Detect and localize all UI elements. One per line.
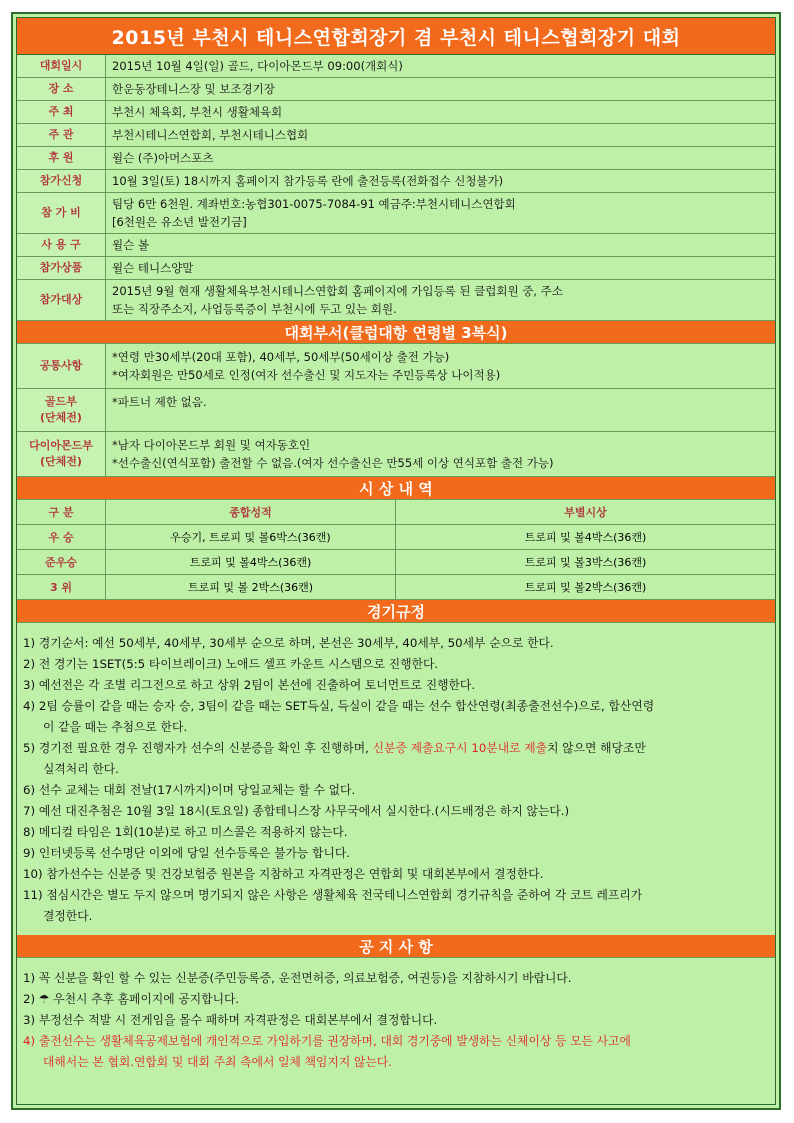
prize-division: 트로피 및 볼3박스(36캔) <box>524 556 647 569</box>
rules-section-title: 경기규정 <box>17 600 775 623</box>
info-value <box>106 170 775 192</box>
info-value <box>106 101 775 123</box>
division-row <box>17 344 775 389</box>
notice-list <box>17 958 775 1081</box>
info-label: 참 가 비 <box>17 193 106 233</box>
info-row <box>17 147 775 170</box>
info-value-line: 부천시테니스연합회, 부천시테니스협회 <box>112 128 309 142</box>
info-value-line: 윌슨 볼 <box>112 238 149 252</box>
rule-item: 11) 점심시간은 별도 두지 않으며 명기되지 않은 사항은 생활체육 전국테니스연합회 경기규칙을 준하여 각 코트 레프리가 <box>23 888 643 902</box>
division-value <box>106 389 775 431</box>
prize-header-rank: 구 분 <box>17 500 106 524</box>
prize-division: 트로피 및 볼4박스(36캔) <box>524 531 647 544</box>
info-label: 후 원 <box>17 147 106 169</box>
info-label: 장 소 <box>17 78 106 100</box>
prize-division: 트로피 및 볼2박스(36캔) <box>524 581 647 594</box>
prize-overall: 트로피 및 볼 2박스(36캔) <box>106 575 396 599</box>
prize-header-division: 부별시상 <box>564 506 607 519</box>
info-value <box>106 280 775 320</box>
prize-rank: 우 승 <box>17 525 106 549</box>
info-row <box>17 124 775 147</box>
page-title: 2015년 부천시 테니스연합회장기 겸 부천시 테니스협회장기 대회 <box>17 18 775 55</box>
rule-item: 10) 참가선수는 신분증 및 건강보험증 원본을 지참하고 자격판정은 연합회 및 대회본부에서 결정한다. <box>23 867 544 881</box>
info-label: 사 용 구 <box>17 234 106 256</box>
rule-item: 7) 예선 대진추첨은 10월 3일 18시(토요일) 종합테니스장 사무국에서 실시한다.(시드배정은 하지 않는다.) <box>23 804 570 818</box>
info-value-line: 한운동장테니스장 및 보조경기장 <box>112 82 275 96</box>
prize-rank: 준우승 <box>17 550 106 574</box>
document-frame <box>11 12 781 1110</box>
notice-item: 1) 꼭 신분을 확인 할 수 있는 신분증(주민등록증, 운전면허증, 의료보험증, 여권등)을 지참하시기 바랍니다. <box>23 971 572 985</box>
notice-item-continued: 대해서는 본 협회.연합회 및 대회 주최 측에서 일체 책임지지 않는다. <box>43 1055 392 1069</box>
info-row <box>17 193 775 234</box>
rule-item: 9) 인터넷등록 선수명단 이외에 당일 선수등록은 불가능 합니다. <box>23 846 351 860</box>
prize-header-overall: 종합성적 <box>106 500 396 524</box>
info-value <box>106 257 775 279</box>
division-row <box>17 389 775 432</box>
division-label: 공통사항 <box>17 344 106 388</box>
info-value-line: 10월 3일(토) 18시까지 홈페이지 참가등록 란에 출전등록(전화접수 신청불가) <box>112 174 504 188</box>
rule-item-continued: 결정한다. <box>43 909 93 923</box>
notice-item: 3) 부정선수 적발 시 전게임을 몰수 패하며 자격판정은 대회본부에서 결정합니다. <box>23 1013 438 1027</box>
prize-row <box>17 550 775 575</box>
prize-row <box>17 525 775 550</box>
rules-list <box>17 623 775 935</box>
info-value <box>106 55 775 77</box>
division-value-line: *선수출신(연식포함) 출전할 수 없음.(여자 선수출신은 만55세 이상 연식포함 출전 가능) <box>112 456 554 470</box>
info-value <box>106 193 775 233</box>
info-row <box>17 170 775 193</box>
info-row <box>17 280 775 321</box>
notice-section-title: 공 지 사 항 <box>17 935 775 958</box>
division-label: 다이아몬드부 (단체전) <box>17 432 106 476</box>
prize-overall: 우승기, 트로피 및 볼6박스(36캔) <box>106 525 396 549</box>
rule-item: 2) 전 경기는 1SET(5:5 타이브레이크) 노애드 셀프 카운트 시스템으로 진행한다. <box>23 657 439 671</box>
info-label: 참가상품 <box>17 257 106 279</box>
info-label: 주 최 <box>17 101 106 123</box>
info-label: 주 관 <box>17 124 106 146</box>
rule-item-continued: 이 같을 때는 추첨으로 한다. <box>43 720 188 734</box>
info-label: 참가대상 <box>17 280 106 320</box>
info-value-line: 팀당 6만 6천원. 계좌번호:농협301-0075-7084-91 예금주:부천시테니스연합회 <box>112 197 516 211</box>
rule-highlight: 신분증 제출요구시 10분내로 제출 <box>372 741 548 755</box>
division-value-line: *연령 만30세부(20대 포함), 40세부, 50세부(50세이상 출전 가능) <box>112 350 450 364</box>
notice-item: 2) ☂ 우천시 추후 홈페이지에 공지합니다. <box>23 992 240 1006</box>
division-table <box>17 344 775 477</box>
info-value <box>106 147 775 169</box>
info-row <box>17 78 775 101</box>
notice-item: 4) 출전선수는 생활체육공제보험에 개인적으로 가입하기를 권장하며, 대회 경기중에 발생하는 신체이상 등 모든 사고에 <box>23 1034 631 1048</box>
division-section-title: 대회부서(클럽대항 연령별 3복식) <box>17 321 775 344</box>
division-row <box>17 432 775 477</box>
info-value-line: [6천원은 유소년 발전기금] <box>112 215 247 229</box>
info-value <box>106 124 775 146</box>
prize-rank: 3 위 <box>17 575 106 599</box>
division-value-line: *파트너 제한 없음. <box>112 395 207 409</box>
rule-item <box>23 738 769 759</box>
division-value-line: *남자 다이아몬드부 회원 및 여자동호인 <box>112 438 311 452</box>
info-row <box>17 55 775 78</box>
rule-item: 6) 선수 교체는 대회 전날(17시까지)이며 당일교체는 할 수 없다. <box>23 783 356 797</box>
rule-text: 5) 경기전 필요한 경우 진행자가 선수의 신분증을 확인 후 진행하며, <box>23 741 373 755</box>
info-label: 대회일시 <box>17 55 106 77</box>
info-row <box>17 234 775 257</box>
info-value-line: 2015년 10월 4일(일) 골드, 다이아몬드부 09:00(개회식) <box>112 59 403 73</box>
info-value <box>106 234 775 256</box>
info-label: 참가신청 <box>17 170 106 192</box>
info-value-line: 윌슨 테니스양말 <box>112 261 194 275</box>
info-value <box>106 78 775 100</box>
division-value <box>106 432 775 476</box>
info-value-line: 2015년 9월 현재 생활체육부천시테니스연합회 홈페이지에 가입등록 된 클럽회원 중, 주소 <box>112 284 563 298</box>
info-value-line: 윌슨 (주)아머스포츠 <box>112 151 214 165</box>
document-inner <box>16 17 776 1105</box>
division-label: 골드부 (단체전) <box>17 389 106 431</box>
division-value-line: *여자회원은 만50세로 인정(여자 선수출신 및 지도자는 주민등록상 나이적용) <box>112 368 501 382</box>
info-value-line: 또는 직장주소지, 사업등록증이 부천시에 두고 있는 회원. <box>112 302 397 316</box>
rule-item: 8) 메디컬 타임은 1회(10분)로 하고 미스콜은 적용하지 않는다. <box>23 825 348 839</box>
prize-row <box>17 575 775 600</box>
info-row <box>17 101 775 124</box>
division-value <box>106 344 775 388</box>
rule-item: 3) 예선전은 각 조별 리그전으로 하고 상위 2팀이 본선에 진출하여 토너먼트로 진행한다. <box>23 678 476 692</box>
prize-overall: 트로피 및 볼4박스(36캔) <box>106 550 396 574</box>
info-table <box>17 55 775 321</box>
prize-header-row <box>17 500 775 525</box>
info-row <box>17 257 775 280</box>
rule-item: 1) 경기순서: 예선 50세부, 40세부, 30세부 순으로 하며, 본선은 30세부, 40세부, 50세부 순으로 한다. <box>23 636 554 650</box>
rule-item: 4) 2팀 승률이 같을 때는 승자 승, 3팀이 같을 때는 SET득실, 득실이 같을 때는 선수 합산연령(최종출전선수)으로, 합산연령 <box>23 699 655 713</box>
rule-text: 치 않으면 해당조만 <box>547 741 646 755</box>
prize-section-title: 시 상 내 역 <box>17 477 775 500</box>
rule-item-continued: 실격처리 한다. <box>43 762 119 776</box>
info-value-line: 부천시 체육회, 부천시 생활체육회 <box>112 105 283 119</box>
